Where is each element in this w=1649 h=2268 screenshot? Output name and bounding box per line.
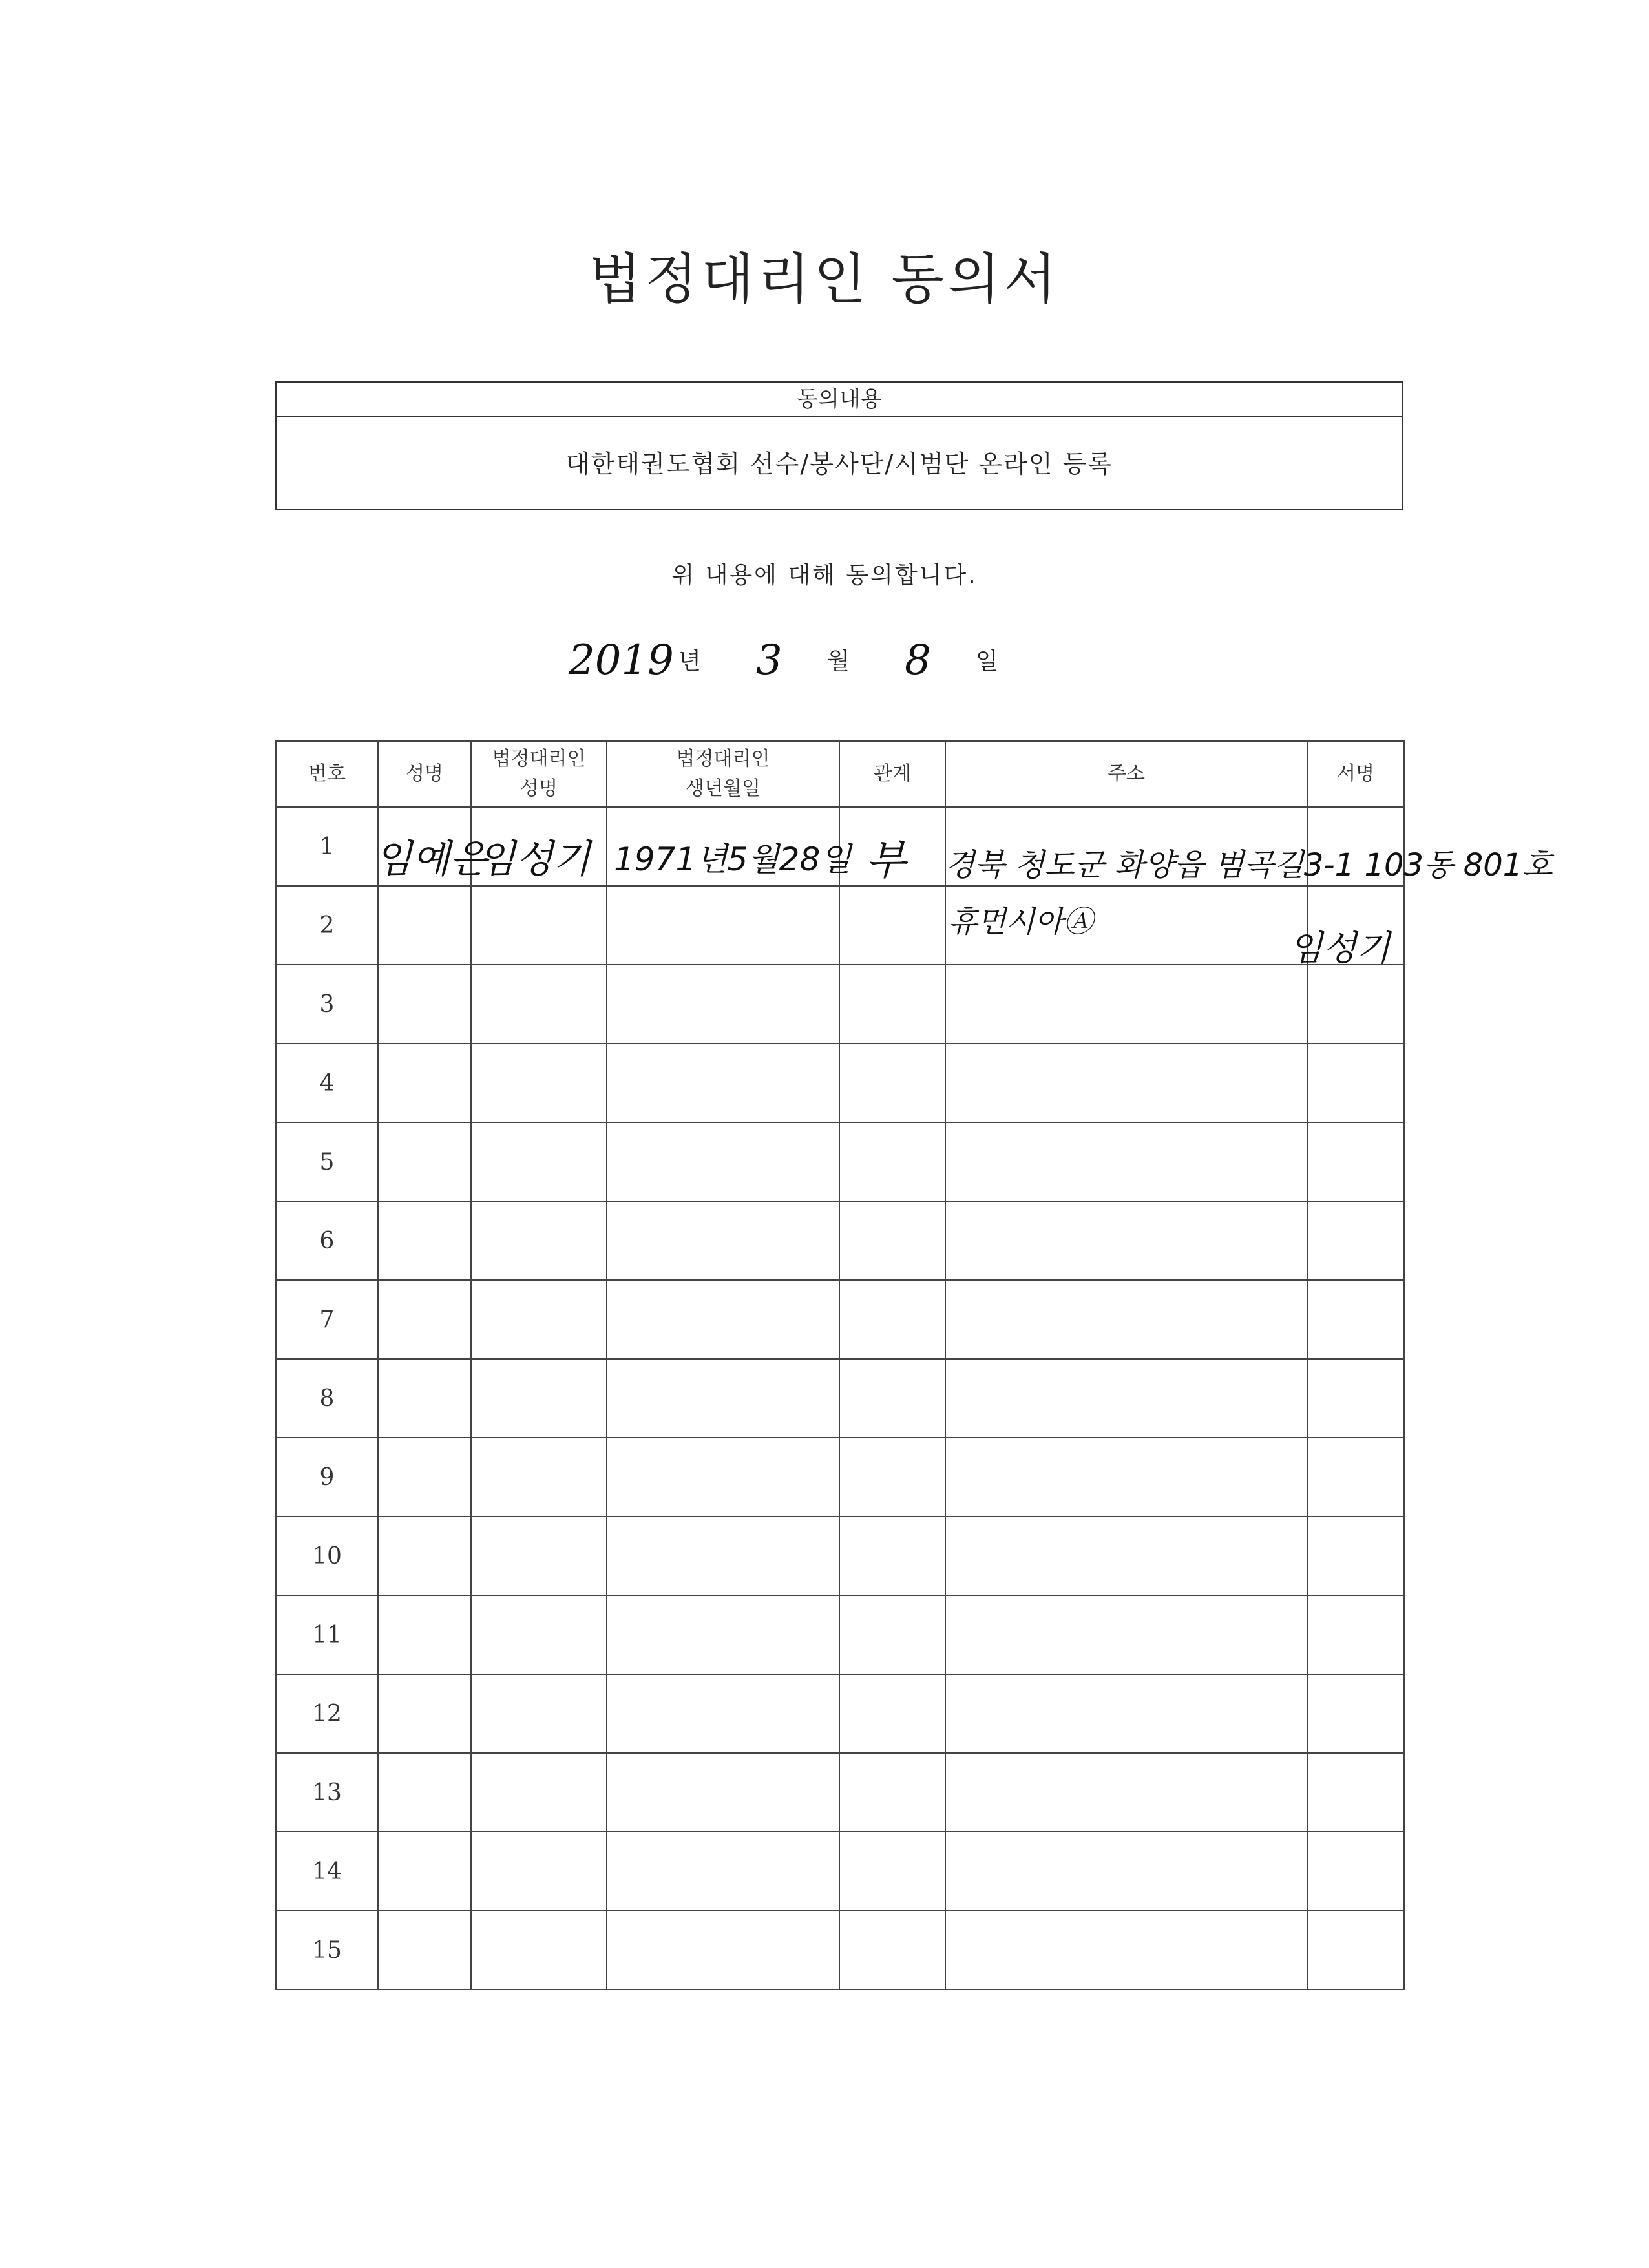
row-number-cell: 6 [276,1201,378,1280]
handwritten-guardian-birth: 1971년5월28일 [614,841,852,878]
guardian-name-cell [471,1595,607,1674]
guardian-name-cell [471,1911,607,1990]
date-month-unit: 월 [827,648,850,675]
handwritten-name: 임예은 [375,837,487,882]
guardian-birth-cell [607,1280,839,1359]
guardian-birth-cell [607,1595,839,1674]
row-number-cell: 12 [276,1674,378,1753]
guardian-birth-cell [607,1674,839,1753]
guardian-name-cell [471,1753,607,1832]
signature-cell [1307,1674,1404,1753]
guardian-name-cell [471,1517,607,1595]
guardian-name-cell [471,886,607,965]
handwritten-guardian-name: 임성기 [478,837,591,882]
signature-cell [1307,1753,1404,1832]
relation-cell [839,1911,945,1990]
signature-cell [1307,1122,1404,1201]
address-cell [945,1280,1307,1359]
relation-cell [839,1044,945,1122]
row-number-cell: 7 [276,1280,378,1359]
guardian-name-cell [471,1832,607,1911]
table-row [276,1911,1404,1990]
guardian-name-cell [471,1359,607,1438]
name-cell [378,1201,471,1280]
table-row [276,1280,1404,1359]
signature-cell [1307,1359,1404,1438]
signature-cell [1307,1517,1404,1595]
table-row [276,965,1404,1044]
relation-cell [839,1438,945,1517]
guardian-roster-table [275,740,1405,1990]
guardian-birth-cell [607,886,839,965]
guardian-name-cell [471,1674,607,1753]
address-cell [945,1517,1307,1595]
row-number-cell: 14 [276,1832,378,1911]
consent-content-box [275,381,1403,510]
address-cell [945,1122,1307,1201]
table-row [276,1517,1404,1595]
table-header-row [276,741,1404,807]
consent-content-header: 동의내용 [277,383,1402,417]
name-cell [378,965,471,1044]
date-day-unit: 일 [976,648,998,675]
address-cell [945,1595,1307,1674]
name-cell [378,1595,471,1674]
name-cell [378,1911,471,1990]
header-relation: 관계 [839,741,945,807]
relation-cell [839,1280,945,1359]
guardian-name-cell [471,1438,607,1517]
name-cell [378,1359,471,1438]
address-cell [945,1359,1307,1438]
table-row [276,1438,1404,1517]
guardian-birth-cell [607,1438,839,1517]
relation-cell [839,1595,945,1674]
signature-cell [1307,1911,1404,1990]
address-cell [945,1438,1307,1517]
relation-cell [839,1517,945,1595]
name-cell [378,1832,471,1911]
guardian-birth-cell [607,1517,839,1595]
table-row [276,1122,1404,1201]
guardian-birth-cell [607,1122,839,1201]
guardian-name-cell [471,1280,607,1359]
row-number-cell: 9 [276,1438,378,1517]
name-cell [378,1753,471,1832]
header-address: 주소 [945,741,1307,807]
row-number-cell: 8 [276,1359,378,1438]
relation-cell [839,1359,945,1438]
guardian-birth-cell [607,1832,839,1911]
address-cell [945,1832,1307,1911]
date-year: 2019 [569,636,674,684]
relation-cell [839,1122,945,1201]
name-cell [378,1674,471,1753]
row-number-cell: 4 [276,1044,378,1122]
agreement-statement: 위 내용에 대해 동의합니다. [671,562,978,589]
relation-cell [839,1832,945,1911]
relation-cell [839,1753,945,1832]
guardian-name-cell [471,1122,607,1201]
row-number-cell: 11 [276,1595,378,1674]
signature-cell [1307,965,1404,1044]
address-cell [945,1201,1307,1280]
handwritten-signature: 임성기 [1289,928,1391,969]
address-cell [945,1753,1307,1832]
relation-cell [839,1201,945,1280]
table-row [276,1359,1404,1438]
guardian-birth-cell [607,1753,839,1832]
name-cell [378,1044,471,1122]
name-cell [378,1438,471,1517]
address-cell [945,1911,1307,1990]
row-number-cell: 5 [276,1122,378,1201]
relation-cell [839,886,945,965]
name-cell [378,1517,471,1595]
header-signature: 서명 [1307,741,1404,807]
name-cell [378,1280,471,1359]
name-cell [378,886,471,965]
signature-cell [1307,1832,1404,1911]
guardian-birth-cell [607,1911,839,1990]
table-row [276,1674,1404,1753]
row-number-cell: 3 [276,965,378,1044]
header-name: 성명 [378,741,471,807]
row-number-cell: 10 [276,1517,378,1595]
table-row [276,886,1404,965]
date-day: 8 [905,636,931,684]
row-number-cell: 15 [276,1911,378,1990]
row-number-cell: 1 [276,807,378,886]
guardian-name-cell [471,965,607,1044]
header-guardian-name: 법정대리인 성명 [471,741,607,807]
relation-cell [839,965,945,1044]
header-number: 번호 [276,741,378,807]
address-cell [945,965,1307,1044]
relation-cell [839,1674,945,1753]
table-row [276,1595,1404,1674]
document-title: 법정대리인 동의서 [589,247,1060,311]
guardian-name-cell [471,1044,607,1122]
handwritten-address-line2: 휴먼시아Ⓐ [949,904,1093,939]
row-number-cell: 13 [276,1753,378,1832]
handwritten-address-line1: 경북 청도군 화양읍 범곡길3-1 103동 801호 [945,847,1553,883]
name-cell [378,1122,471,1201]
table-row [276,1044,1404,1122]
signature-cell [1307,1280,1404,1359]
date-year-unit: 년 [678,648,701,675]
signature-cell [1307,1595,1404,1674]
header-guardian-birth: 법정대리인 생년월일 [607,741,839,807]
consent-content-body: 대한태권도협회 선수/봉사단/시범단 온라인 등록 [565,450,1113,478]
address-cell [945,1674,1307,1753]
signature-cell [1307,1201,1404,1280]
table-row [276,1201,1404,1280]
guardian-birth-cell [607,965,839,1044]
guardian-birth-cell [607,1359,839,1438]
signature-cell [1307,1044,1404,1122]
table-row [276,1753,1404,1832]
date-month: 3 [756,636,782,684]
address-cell [945,1044,1307,1122]
table-row [276,1832,1404,1911]
guardian-birth-cell [607,1201,839,1280]
handwritten-relation: 부 [866,837,906,885]
guardian-name-cell [471,1201,607,1280]
row-number-cell: 2 [276,886,378,965]
signature-cell [1307,1438,1404,1517]
guardian-birth-cell [607,1044,839,1122]
